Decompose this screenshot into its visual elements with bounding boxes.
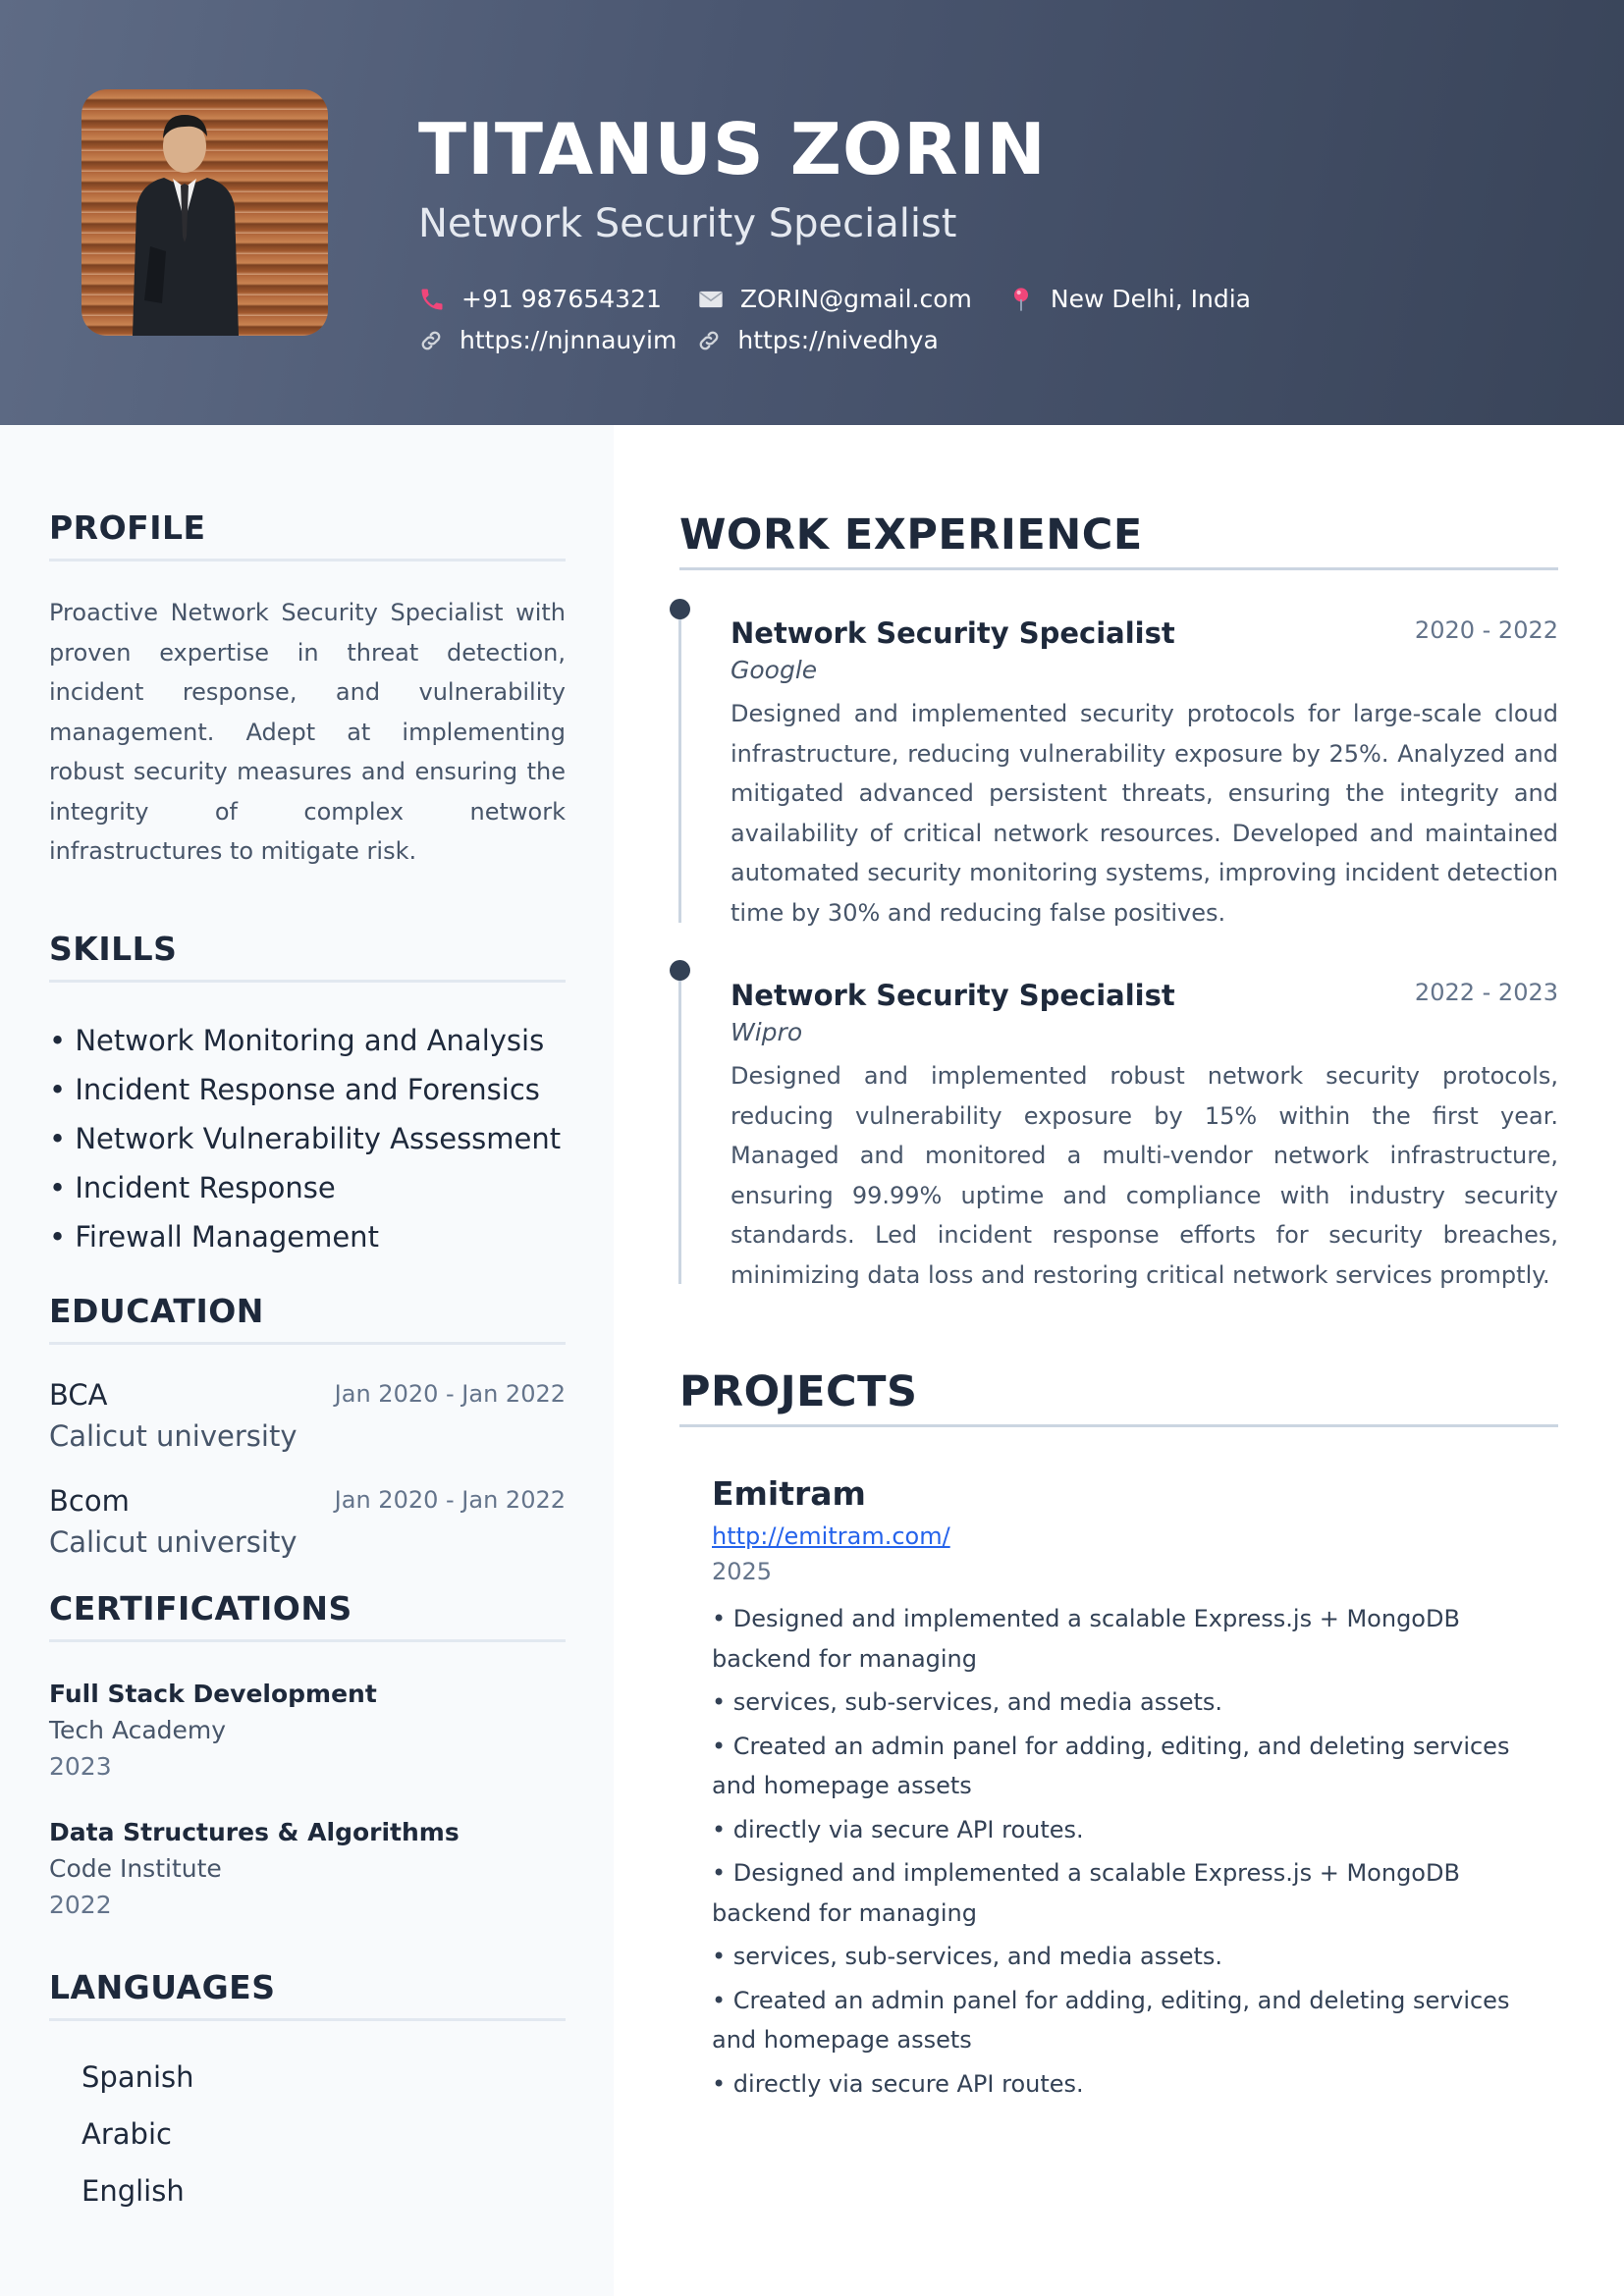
- link-2-text: https://nivedhya: [737, 326, 939, 354]
- job-dates: 2022 - 2023: [1414, 979, 1558, 1006]
- link-icon: [696, 328, 722, 353]
- education-heading: EDUCATION: [49, 1292, 566, 1345]
- certification-name: Full Stack Development: [49, 1680, 377, 1708]
- job-company: Google: [731, 656, 818, 684]
- certifications-heading: CERTIFICATIONS: [49, 1589, 566, 1642]
- phone-text: +91 987654321: [461, 285, 662, 313]
- language-item: English: [81, 2174, 185, 2208]
- project-bullets: [712, 1599, 1558, 2104]
- contact-row-primary: [418, 285, 1286, 313]
- project-bullet: • Designed and implemented a scalable Express.js + MongoDB backend for managing: [712, 1859, 1460, 1927]
- profile-section: [49, 508, 566, 872]
- education-university: Calicut university: [49, 1419, 298, 1453]
- contact-location: [1007, 285, 1251, 313]
- link-icon: [418, 328, 444, 353]
- job-item: [731, 616, 1558, 933]
- languages-heading: LANGUAGES: [49, 1968, 566, 2021]
- job-title: Network Security Specialist: [731, 979, 1175, 1012]
- projects-section: [679, 1367, 1558, 1427]
- profile-photo: [81, 89, 328, 336]
- language-item: Spanish: [81, 2060, 194, 2094]
- skill-item: • Network Vulnerability Assessment: [49, 1122, 562, 1155]
- project-bullet: • services, sub-services, and media assets.: [712, 1943, 1223, 1970]
- skills-heading: SKILLS: [49, 930, 566, 983]
- project-year: 2025: [712, 1558, 773, 1585]
- envelope-icon: [697, 286, 725, 313]
- certification-year: 2022: [49, 1891, 112, 1919]
- projects-heading: PROJECTS: [679, 1367, 1558, 1427]
- certification-org: Code Institute: [49, 1854, 222, 1883]
- project-link[interactable]: http://emitram.com/: [712, 1522, 950, 1550]
- certification-year: 2023: [49, 1752, 112, 1781]
- project-bullet: • directly via secure API routes.: [712, 1815, 1084, 1843]
- education-dates: Jan 2020 - Jan 2022: [334, 1486, 566, 1514]
- location-text: New Delhi, India: [1050, 285, 1251, 313]
- project-item: [712, 1474, 1558, 2108]
- timeline-line: [678, 970, 681, 1284]
- contact-link-2[interactable]: [696, 326, 938, 354]
- project-bullet: • Created an admin panel for adding, editing, and deleting services and homepage assets: [712, 1986, 1510, 2054]
- candidate-title: Network Security Specialist: [418, 201, 957, 246]
- profile-heading: PROFILE: [49, 508, 566, 561]
- location-pin-icon: [1007, 286, 1035, 313]
- job-title: Network Security Specialist: [731, 616, 1175, 650]
- job-description: Designed and implemented security protocols for large-scale cloud infrastructure, reducing vulnerability exposure by 25%. Analyzed and mitigated advanced persistent threats, ensuring the integrity and availability of critical network resources. Developed and maintained automated security monitoring systems, improving incident detection time by 30% and reducing false positives.: [731, 700, 1558, 927]
- job-description: Designed and implemented robust network security protocols, reducing vulnerability exposure by 15% within the first year. Managed and monitored a multi-vendor network infrastructure, ensuring 99.99% uptime and compliance with industry security standards. Led incident response efforts for security breaches, minimizing data loss and restoring critical network services promptly.: [731, 1062, 1558, 1289]
- job-item: [731, 979, 1558, 1295]
- contact-row-links: [418, 326, 958, 354]
- email-text: ZORIN@gmail.com: [739, 285, 972, 313]
- education-item: [49, 1484, 566, 1590]
- education-degree: BCA: [49, 1378, 108, 1412]
- candidate-name: TITANUS ZORIN: [418, 108, 1047, 190]
- job-dates: 2020 - 2022: [1414, 616, 1558, 644]
- certification-org: Tech Academy: [49, 1716, 227, 1744]
- contact-email[interactable]: [697, 285, 972, 313]
- certifications-section: [49, 1589, 566, 1919]
- contact-phone[interactable]: [418, 285, 662, 313]
- work-experience-heading: WORK EXPERIENCE: [679, 510, 1558, 570]
- education-dates: Jan 2020 - Jan 2022: [334, 1380, 566, 1408]
- skill-item: • Incident Response and Forensics: [49, 1073, 540, 1106]
- phone-icon: [418, 286, 446, 313]
- skill-item: • Network Monitoring and Analysis: [49, 1024, 545, 1057]
- language-item: Arabic: [81, 2117, 172, 2151]
- profile-text: Proactive Network Security Specialist with proven expertise in threat detection, incident response, and vulnerability management. Adept at implementing robust security measures and ensuring the integrity of complex network infrastructures to mitigate risk.: [49, 599, 566, 865]
- education-section: [49, 1292, 566, 1590]
- contact-link-1[interactable]: [418, 326, 677, 354]
- project-bullet: • Created an admin panel for adding, editing, and deleting services and homepage assets: [712, 1732, 1510, 1799]
- education-item: [49, 1378, 566, 1484]
- skill-item: • Firewall Management: [49, 1220, 379, 1254]
- timeline-dot: [670, 960, 690, 981]
- certification-name: Data Structures & Algorithms: [49, 1818, 460, 1846]
- timeline-line: [678, 609, 681, 923]
- certification-item: [49, 1818, 566, 1919]
- resume-header: [0, 0, 1624, 425]
- skills-section: [49, 930, 566, 1261]
- education-degree: Bcom: [49, 1484, 130, 1518]
- certification-item: [49, 1680, 566, 1781]
- link-1-text: https://njnnauyim: [460, 326, 677, 354]
- project-bullet: • Designed and implemented a scalable Express.js + MongoDB backend for managing: [712, 1605, 1460, 1673]
- project-name: Emitram: [712, 1474, 866, 1513]
- languages-section: [49, 1968, 566, 2219]
- work-experience-section: [679, 510, 1558, 570]
- timeline-dot: [670, 599, 690, 619]
- job-company: Wipro: [731, 1018, 803, 1046]
- education-university: Calicut university: [49, 1525, 298, 1559]
- skill-item: • Incident Response: [49, 1171, 336, 1204]
- project-bullet: • services, sub-services, and media assets.: [712, 1688, 1223, 1716]
- project-bullet: • directly via secure API routes.: [712, 2069, 1084, 2098]
